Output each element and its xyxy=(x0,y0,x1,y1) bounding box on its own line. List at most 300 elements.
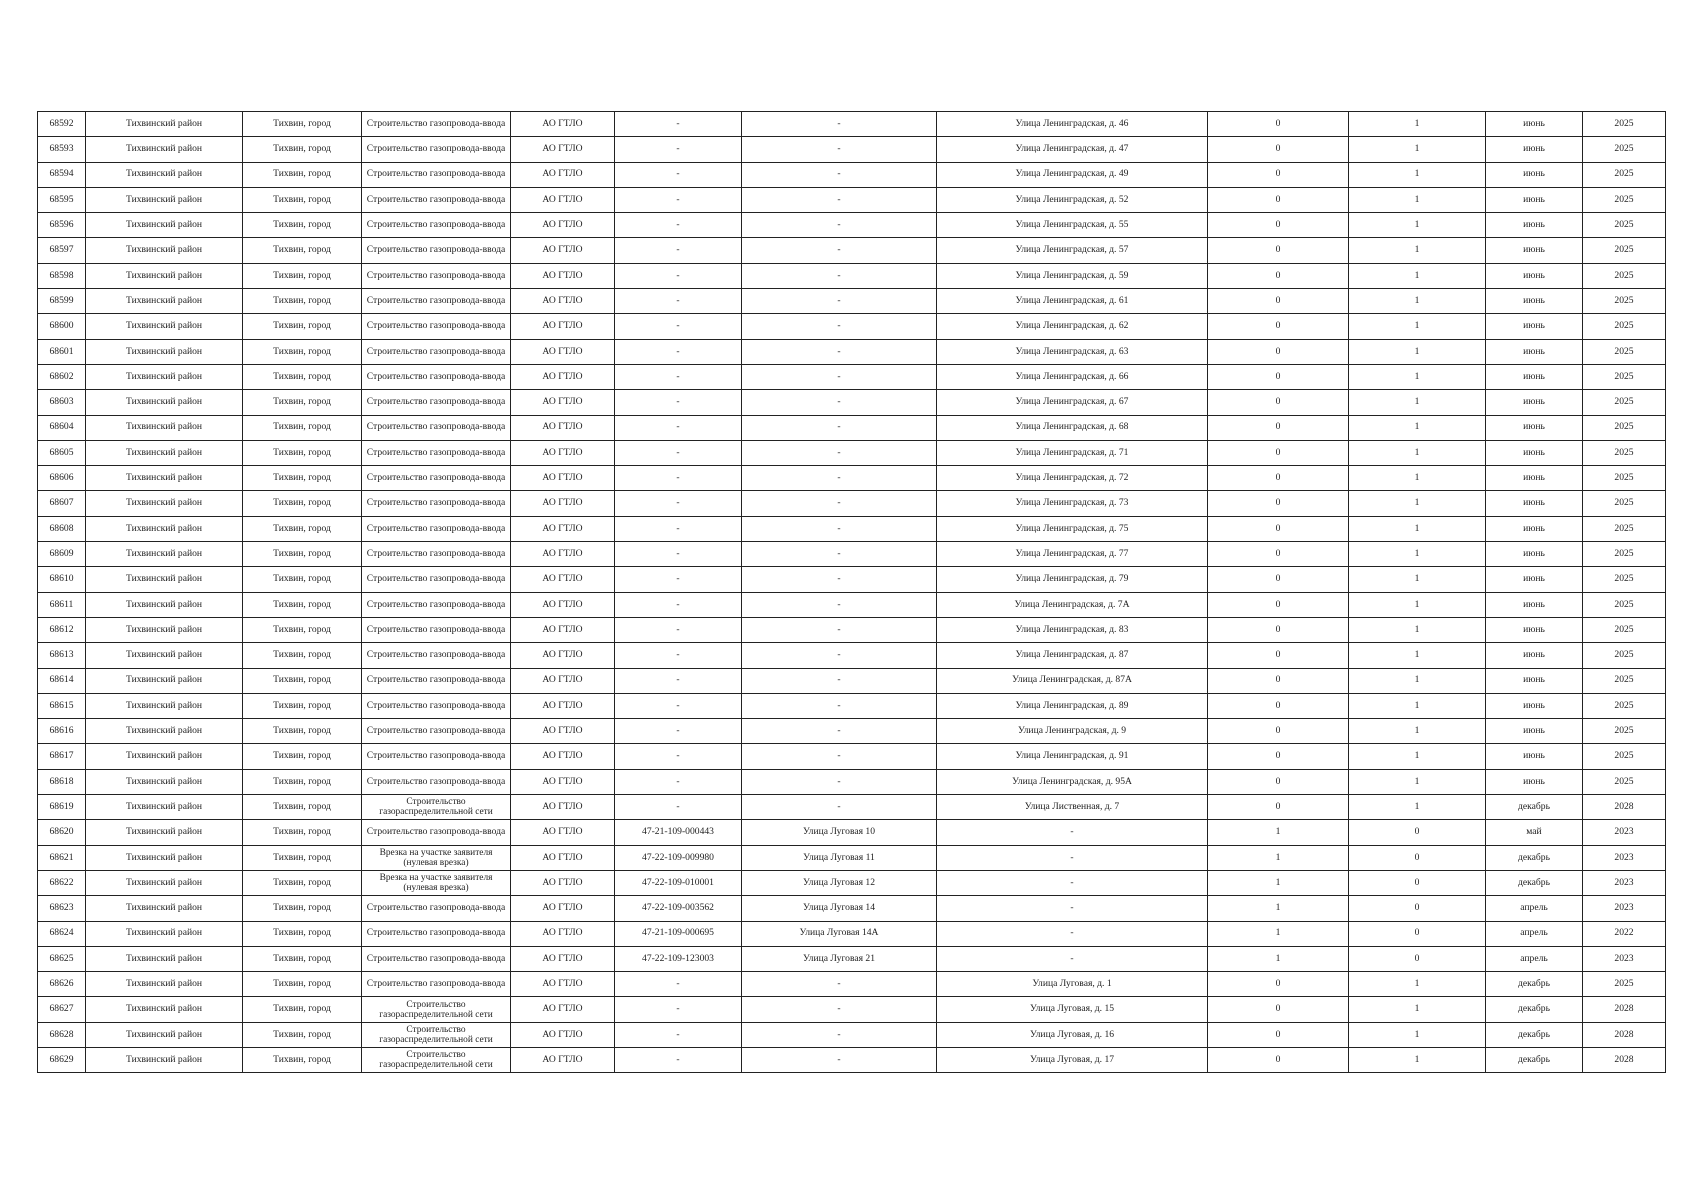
cell-year: 2023 xyxy=(1583,845,1666,870)
cell-address: - xyxy=(742,542,937,567)
cell-month: июнь xyxy=(1486,137,1583,162)
cell-count-b: 1 xyxy=(1349,516,1486,541)
cell-year: 2025 xyxy=(1583,213,1666,238)
cell-id: 68592 xyxy=(38,112,86,137)
cell-address: - xyxy=(742,466,937,491)
cell-count-a: 0 xyxy=(1208,314,1349,339)
cell-year: 2025 xyxy=(1583,263,1666,288)
table-row xyxy=(38,542,1666,567)
table-row xyxy=(38,1047,1666,1072)
cell-month: июнь xyxy=(1486,314,1583,339)
cell-work-type: Строительство газопровода-ввода xyxy=(362,946,511,971)
cell-count-b: 1 xyxy=(1349,668,1486,693)
cell-count-a: 0 xyxy=(1208,643,1349,668)
cell-year: 2025 xyxy=(1583,112,1666,137)
cell-work-type: Строительство газопровода-ввода xyxy=(362,339,511,364)
cell-work-type: Строительство газопровода-ввода xyxy=(362,972,511,997)
table-row xyxy=(38,137,1666,162)
cell-work-type: Строительство газопровода-ввода xyxy=(362,314,511,339)
cell-id: 68614 xyxy=(38,668,86,693)
cell-year: 2028 xyxy=(1583,795,1666,820)
cell-locality: Тихвин, город xyxy=(243,314,362,339)
cell-district: Тихвинский район xyxy=(86,870,243,895)
cell-count-b: 1 xyxy=(1349,567,1486,592)
cell-count-b: 1 xyxy=(1349,162,1486,187)
cell-month: июнь xyxy=(1486,491,1583,516)
cell-district: Тихвинский район xyxy=(86,668,243,693)
cell-organization: АО ГТЛО xyxy=(511,263,615,288)
cell-address: - xyxy=(742,415,937,440)
cell-cadastral-number: - xyxy=(615,744,742,769)
cell-district: Тихвинский район xyxy=(86,137,243,162)
table-row xyxy=(38,112,1666,137)
table-row xyxy=(38,187,1666,212)
cell-year: 2025 xyxy=(1583,972,1666,997)
cell-count-b: 1 xyxy=(1349,769,1486,794)
cell-address: - xyxy=(742,668,937,693)
cell-district: Тихвинский район xyxy=(86,440,243,465)
cell-work-type: Строительство газопровода-ввода xyxy=(362,263,511,288)
cell-count-a: 0 xyxy=(1208,617,1349,642)
cell-organization: АО ГТЛО xyxy=(511,187,615,212)
cell-count-a: 0 xyxy=(1208,693,1349,718)
cell-id: 68611 xyxy=(38,592,86,617)
table-row xyxy=(38,946,1666,971)
table-row xyxy=(38,339,1666,364)
cell-month: июнь xyxy=(1486,466,1583,491)
cell-cadastral-number: - xyxy=(615,643,742,668)
cell-address-full: Улица Ленинградская, д. 71 xyxy=(937,440,1208,465)
cell-district: Тихвинский район xyxy=(86,921,243,946)
cell-year: 2022 xyxy=(1583,921,1666,946)
cell-id: 68602 xyxy=(38,364,86,389)
cell-district: Тихвинский район xyxy=(86,516,243,541)
cell-count-a: 0 xyxy=(1208,972,1349,997)
cell-address-full: Улица Ленинградская, д. 61 xyxy=(937,289,1208,314)
cell-month: июнь xyxy=(1486,592,1583,617)
cell-address: - xyxy=(742,769,937,794)
cell-cadastral-number: - xyxy=(615,440,742,465)
cell-address: - xyxy=(742,162,937,187)
cell-address: - xyxy=(742,795,937,820)
cell-id: 68629 xyxy=(38,1047,86,1072)
cell-district: Тихвинский район xyxy=(86,289,243,314)
cell-address: - xyxy=(742,491,937,516)
cell-count-a: 0 xyxy=(1208,592,1349,617)
cell-locality: Тихвин, город xyxy=(243,997,362,1022)
cell-work-type: Строительство газопровода-ввода xyxy=(362,440,511,465)
cell-id: 68606 xyxy=(38,466,86,491)
cell-address-full: Улица Лиственная, д. 7 xyxy=(937,795,1208,820)
cell-district: Тихвинский район xyxy=(86,238,243,263)
cell-organization: АО ГТЛО xyxy=(511,364,615,389)
cell-year: 2025 xyxy=(1583,440,1666,465)
cell-work-type: Строительство газопровода-ввода xyxy=(362,592,511,617)
cell-work-type: Врезка на участке заявителя (нулевая врезка) xyxy=(362,845,511,870)
cell-organization: АО ГТЛО xyxy=(511,415,615,440)
cell-count-b: 1 xyxy=(1349,491,1486,516)
cell-year: 2025 xyxy=(1583,617,1666,642)
cell-address-full: Улица Ленинградская, д. 83 xyxy=(937,617,1208,642)
table-row xyxy=(38,719,1666,744)
cell-locality: Тихвин, город xyxy=(243,693,362,718)
cell-locality: Тихвин, город xyxy=(243,870,362,895)
table-row xyxy=(38,972,1666,997)
cell-cadastral-number: - xyxy=(615,339,742,364)
cell-organization: АО ГТЛО xyxy=(511,542,615,567)
cell-id: 68593 xyxy=(38,137,86,162)
cell-count-b: 1 xyxy=(1349,466,1486,491)
cell-address-full: Улица Ленинградская, д. 55 xyxy=(937,213,1208,238)
cell-district: Тихвинский район xyxy=(86,1022,243,1047)
cell-district: Тихвинский район xyxy=(86,339,243,364)
cell-count-b: 1 xyxy=(1349,339,1486,364)
cell-district: Тихвинский район xyxy=(86,466,243,491)
cell-id: 68601 xyxy=(38,339,86,364)
cell-work-type: Строительство газопровода-ввода xyxy=(362,744,511,769)
cell-id: 68605 xyxy=(38,440,86,465)
cell-address-full: - xyxy=(937,921,1208,946)
cell-year: 2028 xyxy=(1583,997,1666,1022)
cell-organization: АО ГТЛО xyxy=(511,592,615,617)
cell-organization: АО ГТЛО xyxy=(511,719,615,744)
cell-year: 2023 xyxy=(1583,946,1666,971)
cell-cadastral-number: - xyxy=(615,289,742,314)
cell-cadastral-number: - xyxy=(615,617,742,642)
cell-cadastral-number: - xyxy=(615,162,742,187)
cell-count-a: 0 xyxy=(1208,744,1349,769)
cell-month: июнь xyxy=(1486,643,1583,668)
cell-cadastral-number: 47-22-109-009980 xyxy=(615,845,742,870)
cell-work-type: Строительство газопровода-ввода xyxy=(362,137,511,162)
cell-count-a: 0 xyxy=(1208,997,1349,1022)
cell-address: - xyxy=(742,339,937,364)
cell-count-b: 1 xyxy=(1349,719,1486,744)
cell-address-full: Улица Ленинградская, д. 91 xyxy=(937,744,1208,769)
cell-count-b: 1 xyxy=(1349,643,1486,668)
cell-address: - xyxy=(742,440,937,465)
cell-locality: Тихвин, город xyxy=(243,820,362,845)
cell-count-a: 0 xyxy=(1208,137,1349,162)
cell-month: июнь xyxy=(1486,542,1583,567)
cell-organization: АО ГТЛО xyxy=(511,617,615,642)
cell-id: 68608 xyxy=(38,516,86,541)
cell-organization: АО ГТЛО xyxy=(511,390,615,415)
cell-district: Тихвинский район xyxy=(86,997,243,1022)
cell-work-type: Строительство газопровода-ввода xyxy=(362,364,511,389)
cell-count-b: 1 xyxy=(1349,137,1486,162)
cell-address-full: Улица Ленинградская, д. 62 xyxy=(937,314,1208,339)
cell-work-type: Строительство газопровода-ввода xyxy=(362,238,511,263)
cell-address-full: Улица Ленинградская, д. 59 xyxy=(937,263,1208,288)
cell-count-a: 0 xyxy=(1208,339,1349,364)
cell-organization: АО ГТЛО xyxy=(511,567,615,592)
cell-year: 2025 xyxy=(1583,769,1666,794)
cell-month: июнь xyxy=(1486,213,1583,238)
cell-address-full: Улица Ленинградская, д. 67 xyxy=(937,390,1208,415)
table-row xyxy=(38,870,1666,895)
cell-count-b: 0 xyxy=(1349,845,1486,870)
cell-district: Тихвинский район xyxy=(86,314,243,339)
cell-district: Тихвинский район xyxy=(86,769,243,794)
cell-count-b: 0 xyxy=(1349,896,1486,921)
cell-cadastral-number: 47-22-109-123003 xyxy=(615,946,742,971)
cell-address: - xyxy=(742,364,937,389)
cell-locality: Тихвин, город xyxy=(243,263,362,288)
cell-locality: Тихвин, город xyxy=(243,466,362,491)
cell-work-type: Строительство газопровода-ввода xyxy=(362,921,511,946)
cell-locality: Тихвин, город xyxy=(243,162,362,187)
cell-address-full: - xyxy=(937,845,1208,870)
cell-month: июнь xyxy=(1486,719,1583,744)
table-row xyxy=(38,1022,1666,1047)
cell-id: 68627 xyxy=(38,997,86,1022)
table-row xyxy=(38,213,1666,238)
cell-organization: АО ГТЛО xyxy=(511,997,615,1022)
cell-address-full: Улица Луговая, д. 16 xyxy=(937,1022,1208,1047)
table-row xyxy=(38,795,1666,820)
cell-work-type: Строительство газопровода-ввода xyxy=(362,112,511,137)
cell-year: 2025 xyxy=(1583,339,1666,364)
cell-district: Тихвинский район xyxy=(86,643,243,668)
cell-work-type: Строительство газораспределительной сети xyxy=(362,1022,511,1047)
cell-address-full: Улица Ленинградская, д. 77 xyxy=(937,542,1208,567)
cell-id: 68618 xyxy=(38,769,86,794)
cell-locality: Тихвин, город xyxy=(243,137,362,162)
cell-month: июнь xyxy=(1486,339,1583,364)
cell-cadastral-number: - xyxy=(615,238,742,263)
cell-year: 2025 xyxy=(1583,289,1666,314)
cell-count-a: 0 xyxy=(1208,213,1349,238)
cell-month: июнь xyxy=(1486,289,1583,314)
cell-count-b: 1 xyxy=(1349,213,1486,238)
cell-id: 68596 xyxy=(38,213,86,238)
cell-year: 2025 xyxy=(1583,238,1666,263)
cell-district: Тихвинский район xyxy=(86,567,243,592)
cell-id: 68617 xyxy=(38,744,86,769)
cell-work-type: Строительство газопровода-ввода xyxy=(362,415,511,440)
cell-locality: Тихвин, город xyxy=(243,668,362,693)
cell-organization: АО ГТЛО xyxy=(511,1022,615,1047)
cell-address: Улица Луговая 10 xyxy=(742,820,937,845)
cell-work-type: Строительство газопровода-ввода xyxy=(362,643,511,668)
cell-cadastral-number: - xyxy=(615,314,742,339)
cell-organization: АО ГТЛО xyxy=(511,693,615,718)
cell-address-full: Улица Ленинградская, д. 72 xyxy=(937,466,1208,491)
cell-count-a: 0 xyxy=(1208,466,1349,491)
cell-address: - xyxy=(742,137,937,162)
cell-cadastral-number: - xyxy=(615,112,742,137)
cell-count-a: 1 xyxy=(1208,896,1349,921)
cell-year: 2025 xyxy=(1583,643,1666,668)
cell-month: декабрь xyxy=(1486,845,1583,870)
cell-cadastral-number: - xyxy=(615,719,742,744)
cell-address-full: Улица Ленинградская, д. 57 xyxy=(937,238,1208,263)
cell-locality: Тихвин, город xyxy=(243,339,362,364)
cell-address: - xyxy=(742,617,937,642)
cell-address-full: Улица Ленинградская, д. 68 xyxy=(937,415,1208,440)
cell-locality: Тихвин, город xyxy=(243,567,362,592)
cell-count-a: 1 xyxy=(1208,946,1349,971)
cell-organization: АО ГТЛО xyxy=(511,466,615,491)
cell-count-b: 1 xyxy=(1349,390,1486,415)
table-row xyxy=(38,390,1666,415)
cell-organization: АО ГТЛО xyxy=(511,491,615,516)
cell-count-a: 0 xyxy=(1208,795,1349,820)
cell-organization: АО ГТЛО xyxy=(511,820,615,845)
cell-organization: АО ГТЛО xyxy=(511,972,615,997)
cell-address: Улица Луговая 21 xyxy=(742,946,937,971)
cell-count-a: 0 xyxy=(1208,769,1349,794)
table-row xyxy=(38,415,1666,440)
cell-organization: АО ГТЛО xyxy=(511,162,615,187)
cell-locality: Тихвин, город xyxy=(243,845,362,870)
cell-count-b: 1 xyxy=(1349,1022,1486,1047)
cell-work-type: Строительство газопровода-ввода xyxy=(362,693,511,718)
cell-cadastral-number: 47-21-109-000695 xyxy=(615,921,742,946)
cell-district: Тихвинский район xyxy=(86,820,243,845)
cell-address-full: Улица Луговая, д. 15 xyxy=(937,997,1208,1022)
cell-count-a: 1 xyxy=(1208,820,1349,845)
cell-district: Тихвинский район xyxy=(86,795,243,820)
cell-organization: АО ГТЛО xyxy=(511,1047,615,1072)
cell-organization: АО ГТЛО xyxy=(511,314,615,339)
cell-month: июнь xyxy=(1486,744,1583,769)
cell-organization: АО ГТЛО xyxy=(511,845,615,870)
cell-work-type: Строительство газопровода-ввода xyxy=(362,896,511,921)
cell-district: Тихвинский район xyxy=(86,693,243,718)
cell-work-type: Строительство газопровода-ввода xyxy=(362,390,511,415)
cell-month: май xyxy=(1486,820,1583,845)
cell-month: июнь xyxy=(1486,112,1583,137)
cell-year: 2025 xyxy=(1583,693,1666,718)
cell-id: 68622 xyxy=(38,870,86,895)
cell-address-full: Улица Ленинградская, д. 9 xyxy=(937,719,1208,744)
cell-year: 2025 xyxy=(1583,592,1666,617)
cell-cadastral-number: - xyxy=(615,263,742,288)
cell-count-a: 0 xyxy=(1208,263,1349,288)
cell-count-b: 1 xyxy=(1349,440,1486,465)
cell-id: 68621 xyxy=(38,845,86,870)
cell-address-full: Улица Ленинградская, д. 75 xyxy=(937,516,1208,541)
cell-work-type: Строительство газопровода-ввода xyxy=(362,617,511,642)
cell-id: 68609 xyxy=(38,542,86,567)
cell-address: - xyxy=(742,972,937,997)
cell-cadastral-number: - xyxy=(615,997,742,1022)
cell-month: июнь xyxy=(1486,617,1583,642)
cell-locality: Тихвин, город xyxy=(243,617,362,642)
cell-organization: АО ГТЛО xyxy=(511,213,615,238)
cell-count-b: 1 xyxy=(1349,693,1486,718)
cell-district: Тихвинский район xyxy=(86,1047,243,1072)
cell-district: Тихвинский район xyxy=(86,263,243,288)
cell-district: Тихвинский район xyxy=(86,744,243,769)
cell-month: июнь xyxy=(1486,769,1583,794)
table-row xyxy=(38,744,1666,769)
cell-id: 68613 xyxy=(38,643,86,668)
cell-year: 2028 xyxy=(1583,1047,1666,1072)
cell-address-full: Улица Ленинградская, д. 46 xyxy=(937,112,1208,137)
table-row xyxy=(38,820,1666,845)
cell-organization: АО ГТЛО xyxy=(511,238,615,263)
cell-locality: Тихвин, город xyxy=(243,896,362,921)
cell-locality: Тихвин, город xyxy=(243,289,362,314)
cell-organization: АО ГТЛО xyxy=(511,896,615,921)
cell-year: 2025 xyxy=(1583,162,1666,187)
cell-cadastral-number: 47-22-109-003562 xyxy=(615,896,742,921)
cell-count-a: 0 xyxy=(1208,542,1349,567)
cell-locality: Тихвин, город xyxy=(243,238,362,263)
cell-count-a: 0 xyxy=(1208,289,1349,314)
cell-year: 2025 xyxy=(1583,364,1666,389)
cell-cadastral-number: - xyxy=(615,466,742,491)
cell-work-type: Строительство газопровода-ввода xyxy=(362,289,511,314)
cell-id: 68623 xyxy=(38,896,86,921)
cell-cadastral-number: - xyxy=(615,668,742,693)
cell-cadastral-number: 47-22-109-010001 xyxy=(615,870,742,895)
cell-month: апрель xyxy=(1486,921,1583,946)
cell-year: 2025 xyxy=(1583,516,1666,541)
cell-count-b: 1 xyxy=(1349,617,1486,642)
cell-locality: Тихвин, город xyxy=(243,1022,362,1047)
cell-cadastral-number: - xyxy=(615,592,742,617)
cell-organization: АО ГТЛО xyxy=(511,769,615,794)
cell-address: - xyxy=(742,263,937,288)
cell-count-a: 1 xyxy=(1208,870,1349,895)
cell-count-b: 0 xyxy=(1349,870,1486,895)
cell-district: Тихвинский район xyxy=(86,845,243,870)
table-row xyxy=(38,617,1666,642)
cell-cadastral-number: - xyxy=(615,567,742,592)
cell-address-full: Улица Ленинградская, д. 87А xyxy=(937,668,1208,693)
cell-month: декабрь xyxy=(1486,795,1583,820)
cell-cadastral-number: - xyxy=(615,415,742,440)
cell-address-full: - xyxy=(937,946,1208,971)
cell-address: - xyxy=(742,744,937,769)
cell-month: апрель xyxy=(1486,896,1583,921)
cell-work-type: Строительство газораспределительной сети xyxy=(362,795,511,820)
cell-year: 2025 xyxy=(1583,390,1666,415)
cell-organization: АО ГТЛО xyxy=(511,946,615,971)
cell-id: 68607 xyxy=(38,491,86,516)
cell-address: - xyxy=(742,567,937,592)
cell-count-b: 1 xyxy=(1349,112,1486,137)
cell-id: 68625 xyxy=(38,946,86,971)
cell-id: 68598 xyxy=(38,263,86,288)
cell-address: - xyxy=(742,516,937,541)
cell-month: декабрь xyxy=(1486,870,1583,895)
cell-month: июнь xyxy=(1486,187,1583,212)
cell-locality: Тихвин, город xyxy=(243,187,362,212)
table-row xyxy=(38,921,1666,946)
table-row xyxy=(38,643,1666,668)
cell-address: - xyxy=(742,213,937,238)
cell-address: Улица Луговая 12 xyxy=(742,870,937,895)
cell-district: Тихвинский район xyxy=(86,187,243,212)
table-row xyxy=(38,845,1666,870)
cell-district: Тихвинский район xyxy=(86,213,243,238)
cell-organization: АО ГТЛО xyxy=(511,137,615,162)
cell-month: июнь xyxy=(1486,390,1583,415)
cell-organization: АО ГТЛО xyxy=(511,744,615,769)
table-row xyxy=(38,516,1666,541)
cell-locality: Тихвин, город xyxy=(243,390,362,415)
cell-address-full: Улица Луговая, д. 17 xyxy=(937,1047,1208,1072)
cell-id: 68594 xyxy=(38,162,86,187)
cell-address: - xyxy=(742,238,937,263)
cell-id: 68603 xyxy=(38,390,86,415)
cell-district: Тихвинский район xyxy=(86,617,243,642)
